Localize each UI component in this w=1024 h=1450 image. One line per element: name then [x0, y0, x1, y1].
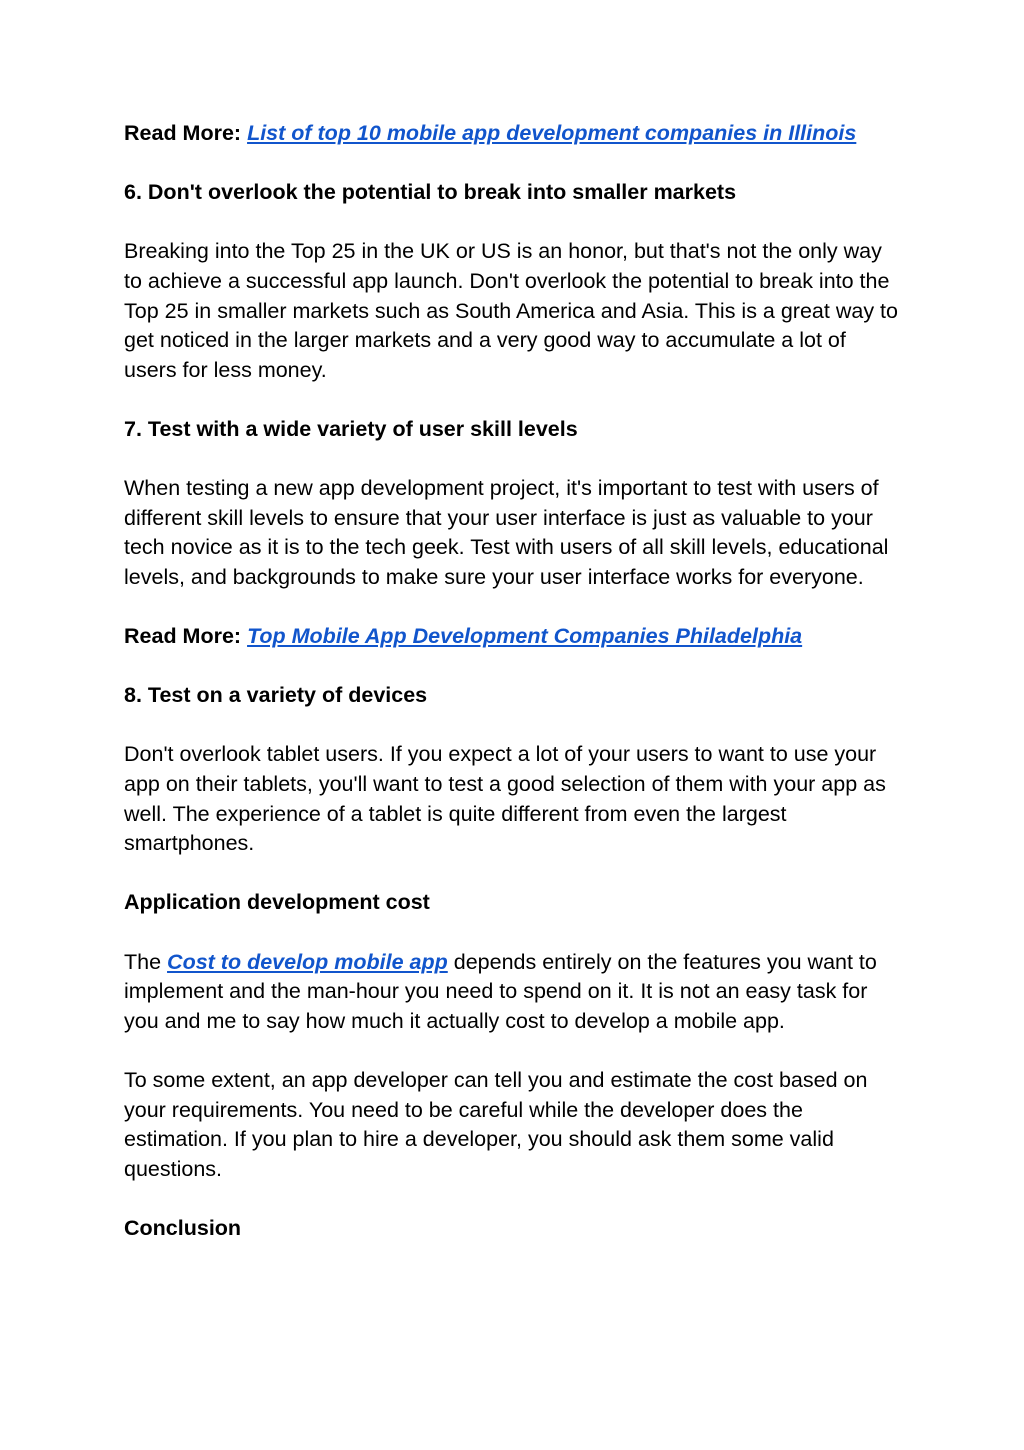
paragraph-developer-estimation: To some extent, an app developer can tell you and estimate the cost based on your requirements. You need to be careful while the developer does the estimation. If you plan to hire a developer, you should ask them some valid questions. — [124, 1068, 868, 1181]
heading-user-skill-levels: 7. Test with a wide variety of user skill levels — [124, 416, 578, 441]
read-more-philadelphia — [124, 622, 904, 652]
read-more-illinois — [124, 119, 904, 149]
paragraph-variety-of-devices: Don't overlook tablet users. If you expect a lot of your users to want to use your app on their tablets, you'll want to test a good selection of them with your app as well. The experience of a tablet is quite different from even the largest smartphones. — [124, 742, 886, 856]
heading-conclusion: Conclusion — [124, 1215, 242, 1240]
paragraph-development-cost — [124, 948, 904, 1037]
heading-variety-of-devices: 8. Test on a variety of devices — [124, 683, 428, 708]
read-more-label: Read More: — [124, 624, 242, 649]
heading-smaller-markets: 6. Don't overlook the potential to break into smaller markets — [124, 180, 737, 205]
paragraph-smaller-markets: Breaking into the Top 25 in the UK or US is an honor, but that's not the only way to achieve a successful app launch. Don't overlook the potential to break into the Top 25 in smaller markets such as South America and Asia. This is a great way to get noticed in the larger markets and a very good way to accumulate a lot of users for less money. — [124, 239, 898, 382]
philadelphia-companies-link[interactable]: Top Mobile App Development Companies Philadelphia — [247, 624, 803, 649]
cost-prefix-text: The — [124, 949, 162, 974]
cost-to-develop-link[interactable]: Cost to develop mobile app — [167, 949, 448, 974]
document-page — [124, 119, 904, 1244]
cost-suffix-text: depends entirely on the features you want to implement and the man-hour you need to spend on it. It is not an easy task for you and me to say how much it actually cost to develop a mobile app. — [124, 949, 877, 1033]
illinois-companies-link[interactable]: List of top 10 mobile app development companies in Illinois — [247, 121, 857, 145]
read-more-label: Read More: — [124, 121, 242, 145]
paragraph-user-skill-levels: When testing a new app development project, it's important to test with users of different skill levels to ensure that your user interface is just as valuable to your tech novice as it is to the tech geek. Test with users of all skill levels, educational levels, and backgrounds to make sure your user interface works for everyone. — [124, 476, 889, 589]
heading-development-cost: Application development cost — [124, 890, 430, 915]
